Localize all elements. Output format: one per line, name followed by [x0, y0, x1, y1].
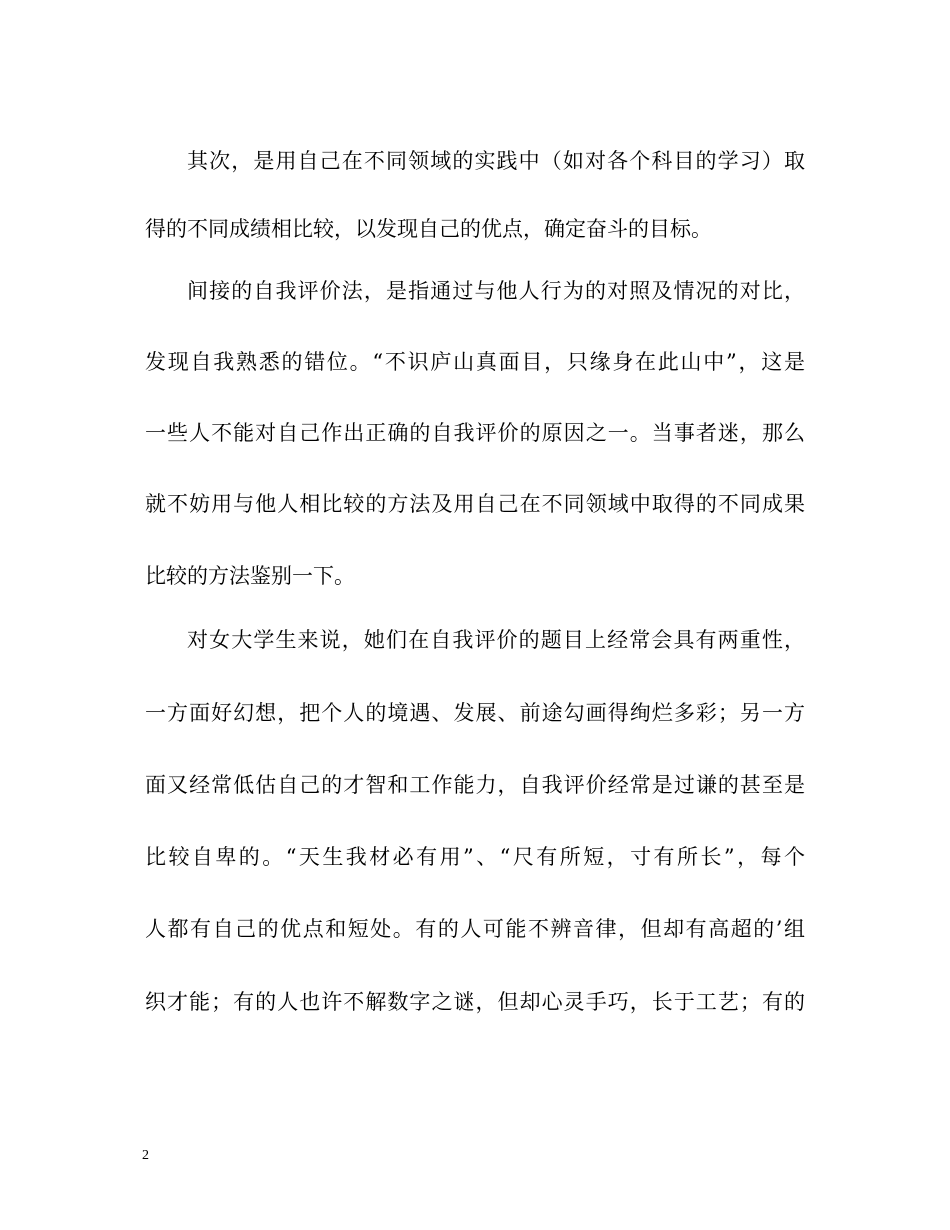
- paragraph-2-line-3: 一些人不能对自己作出正确的自我评价的原因之一。当事者迷，那么: [145, 421, 805, 445]
- paragraph-1-line-2: 得的不同成绩相比较，以发现自己的优点，确定奋斗的目标。: [145, 217, 712, 241]
- paragraph-3-line-1: 对女大学生来说，她们在自我评价的题目上经常会具有两重性，: [187, 628, 805, 652]
- paragraph-2-line-2: 发现自我熟悉的错位。“不识庐山真面目，只缘身在此山中”，这是: [145, 350, 805, 374]
- paragraph-3-line-2: 一方面好幻想，把个人的境遇、发展、前途勾画得绚烂多彩；另一方: [145, 701, 805, 725]
- paragraph-2-line-1: 间接的自我评价法，是指通过与他人行为的对照及情况的对比，: [187, 279, 805, 303]
- page-number: 2: [142, 1148, 149, 1163]
- paragraph-3-line-3: 面又经常低估自己的才智和工作能力，自我评价经常是过谦的甚至是: [145, 773, 805, 797]
- paragraph-2-line-4: 就不妨用与他人相比较的方法及用自己在不同领域中取得的不同成果: [145, 492, 805, 516]
- paragraph-3-line-5: 人都有自己的优点和短处。有的人可能不辨音律，但却有高超的’组: [145, 917, 805, 941]
- paragraph-3-line-6: 织才能；有的人也许不解数字之谜，但却心灵手巧，长于工艺；有的: [145, 990, 805, 1014]
- paragraph-1-line-1: 其次，是用自己在不同领域的实践中（如对各个科目的学习）取: [187, 149, 805, 173]
- paragraph-2-line-5: 比较的方法鉴别一下。: [145, 564, 355, 588]
- paragraph-3-line-4: 比较自卑的。“天生我材必有用”、“尺有所短，寸有所长”，每个: [145, 845, 805, 869]
